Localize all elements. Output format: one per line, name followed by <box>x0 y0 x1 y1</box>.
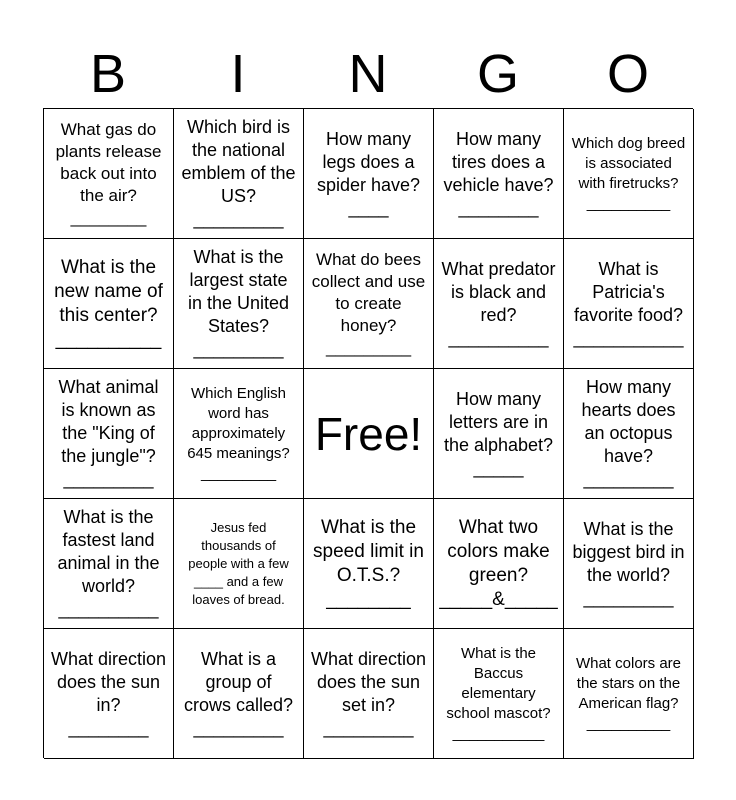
bingo-cell[interactable]: Which bird is the national emblem of the US? _________ <box>174 109 304 239</box>
bingo-cell[interactable]: What gas do plants release back out into the air? ________ <box>44 109 174 239</box>
bingo-cell[interactable]: What is a group of crows called? _________ <box>174 629 304 759</box>
header-letter-o: O <box>606 44 649 104</box>
bingo-cell[interactable]: What is the Baccus elementary school mascot? ___________ <box>434 629 564 759</box>
bingo-cell[interactable]: What colors are the stars on the American flag? __________ <box>564 629 694 759</box>
bingo-cell[interactable]: What is the largest state in the United States? _________ <box>174 239 304 369</box>
bingo-cell[interactable]: What animal is known as the "King of the jungle"? _________ <box>44 369 174 499</box>
bingo-cell[interactable]: Jesus fed thousands of people with a few ____ and a few loaves of bread. <box>174 499 304 629</box>
bingo-cell[interactable]: What direction does the sun set in? _________ <box>304 629 434 759</box>
bingo-cell[interactable]: What is the speed limit in O.T.S.? ________ <box>304 499 434 629</box>
free-space[interactable]: Free! <box>304 369 434 499</box>
bingo-header <box>43 40 693 108</box>
bingo-cell[interactable]: What is the new name of this center? __________ <box>44 239 174 369</box>
header-letter-n: N <box>348 44 388 104</box>
bingo-cell[interactable]: How many tires does a vehicle have? ________ <box>434 109 564 239</box>
bingo-cell[interactable]: What is the biggest bird in the world? _________ <box>564 499 694 629</box>
bingo-cell[interactable]: What do bees collect and use to create honey? _________ <box>304 239 434 369</box>
bingo-cell[interactable]: What predator is black and red? __________ <box>434 239 564 369</box>
bingo-cell[interactable]: What two colors make green? _____&_____ <box>434 499 564 629</box>
bingo-cell[interactable]: How many letters are in the alphabet? _____ <box>434 369 564 499</box>
bingo-cell[interactable]: Which dog breed is associated with firetrucks? __________ <box>564 109 694 239</box>
bingo-cell[interactable]: How many legs does a spider have? ____ <box>304 109 434 239</box>
bingo-cell[interactable]: Which English word has approximately 645 meanings? _________ <box>174 369 304 499</box>
header-letter-g: G <box>476 44 519 104</box>
header-letter-b: B <box>89 44 127 104</box>
bingo-card-grid <box>43 108 693 758</box>
bingo-cell[interactable]: What is the fastest land animal in the world? __________ <box>44 499 174 629</box>
bingo-cell[interactable]: What direction does the sun in? ________ <box>44 629 174 759</box>
header-letter-i: I <box>230 44 246 104</box>
bingo-cell[interactable]: How many hearts does an octopus have? _________ <box>564 369 694 499</box>
bingo-cell[interactable]: What is Patricia's favorite food? ___________ <box>564 239 694 369</box>
